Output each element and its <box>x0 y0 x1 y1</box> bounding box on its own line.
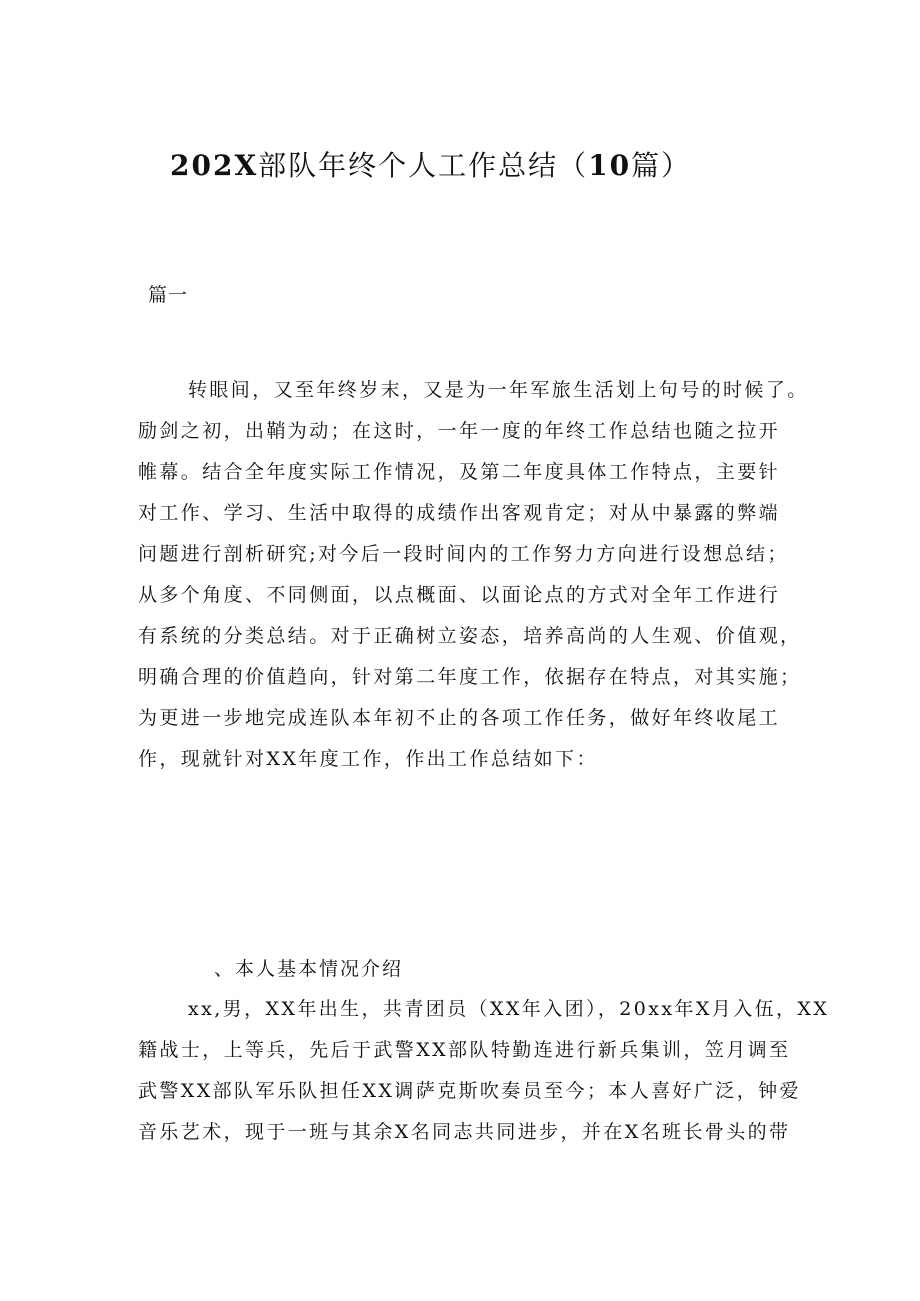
paragraph-line: 作，现就针对XX年度工作，作出工作总结如下： <box>138 748 598 770</box>
paragraph-line: 问题进行剖析研究;对今后一段时间内的工作努力方向进行设想总结； <box>138 543 789 565</box>
title-year: 202X <box>170 149 259 182</box>
title-suffix: 篇） <box>631 149 692 182</box>
paragraph-basic-info <box>138 989 830 1153</box>
document-title <box>170 146 870 186</box>
section-heading: 、本人基本情况介绍 <box>214 958 404 980</box>
paragraph-intro <box>138 370 818 780</box>
paragraph-line: 为更进一步地完成连队本年初不止的各项工作任务，做好年终收尾工 <box>138 707 781 729</box>
paragraph-line: 转眼间，又至年终岁末，又是为一年军旅生活划上句号的时候了。 <box>188 379 809 401</box>
paragraph-line: 励剑之初，出鞘为动；在这时，一年一度的年终工作总结也随之拉开 <box>138 420 781 442</box>
paragraph-line: 明确合理的价值趋向，针对第二年度工作，依据存在特点，对其实施； <box>138 666 802 688</box>
title-count: 10 <box>588 149 632 182</box>
title-main-text: 部队年终个人工作总结（ <box>258 149 589 182</box>
paragraph-line: xx,男，XX年出生，共青团员（XX年入团），20xx年X月入伍，XX <box>188 998 830 1020</box>
paragraph-line: 帷幕。结合全年度实际工作情况，及第二年度具体工作特点，主要针 <box>138 461 781 483</box>
paragraph-line: 对工作、学习、生活中取得的成绩作出客观肯定；对从中暴露的弊端 <box>138 502 781 524</box>
section-label: 篇一 <box>148 284 189 306</box>
paragraph-line: 武警XX部队军乐队担任XX调萨克斯吹奏员至今；本人喜好广泛，钟爱 <box>138 1080 801 1102</box>
paragraph-line: 音乐艺术，现于一班与其余X名同志共同进步，并在X名班长骨头的带 <box>138 1121 791 1143</box>
paragraph-line: 有系统的分类总结。对于正确树立姿态，培养高尚的人生观、价值观， <box>138 625 802 647</box>
paragraph-line: 籍战士，上等兵，先后于武警XX部队特勤连进行新兵集训，笠月调至 <box>138 1039 791 1061</box>
paragraph-line: 从多个角度、不同侧面，以点概面、以面论点的方式对全年工作进行 <box>138 584 781 606</box>
